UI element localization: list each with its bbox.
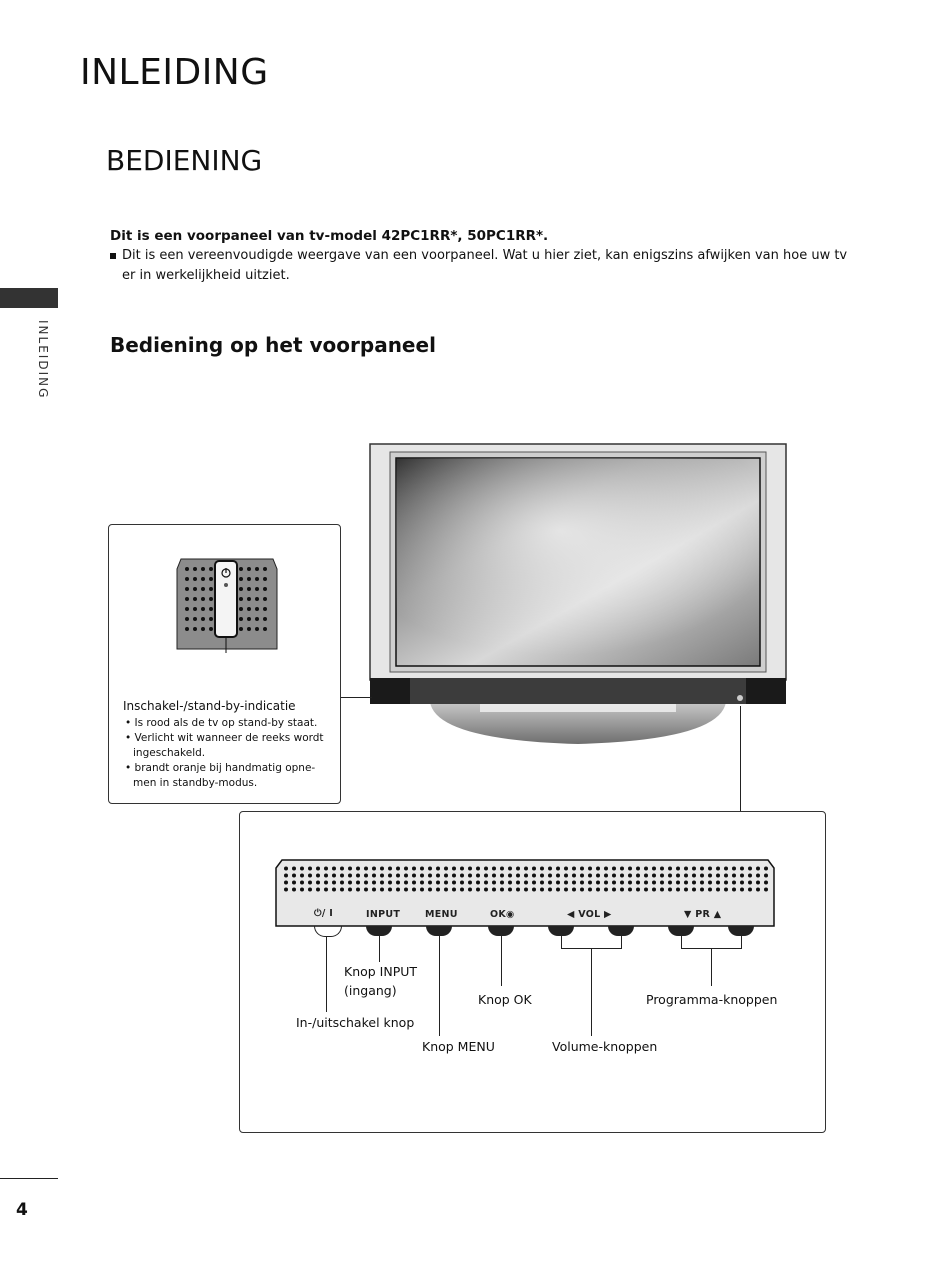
front-panel-callout — [239, 811, 826, 1133]
program-caption: Programma-knoppen — [646, 992, 778, 1007]
input-button[interactable] — [366, 926, 392, 936]
power-caption: In-/uitschakel knop — [296, 1015, 415, 1030]
list-item: • brandt oranje bij handmatig opne-men in standby-modus. — [123, 761, 328, 791]
menu-button-label: MENU — [425, 909, 458, 920]
power-button-label: ⏻/ I — [314, 908, 334, 919]
volume-caption: Volume-knoppen — [552, 1039, 658, 1054]
power-button[interactable] — [314, 926, 342, 937]
ok-caption: Knop OK — [478, 992, 532, 1007]
ok-button[interactable] — [488, 926, 514, 936]
menu-caption: Knop MENU — [422, 1039, 495, 1054]
subsection-title: Bediening op het voorpaneel — [110, 333, 436, 357]
program-down-button[interactable] — [668, 926, 694, 936]
input-caption-sub: (ingang) — [344, 983, 397, 998]
list-item: • Is rood als de tv op stand-by staat. — [123, 716, 328, 731]
side-chapter-label: INLEIDING — [36, 320, 50, 400]
intro-bullet — [110, 246, 870, 286]
indicator-title: Inschakel-/stand-by-indicatie — [123, 699, 296, 713]
program-button-label: ▼ PR ▲ — [684, 909, 722, 920]
square-bullet-icon — [110, 253, 116, 259]
program-up-button[interactable] — [728, 926, 754, 936]
indicator-list — [123, 716, 328, 791]
section-title: BEDIENING — [106, 144, 263, 177]
front-panel-strip — [274, 858, 776, 932]
menu-button[interactable] — [426, 926, 452, 936]
input-caption: Knop INPUT — [344, 964, 418, 979]
bullet-text-line1: Dit is een vereenvoudigde weergave van een voorpaneel. Wat u hier ziet, kan enigszins afwijken van hoe uw tv — [122, 248, 848, 263]
tv-illustration — [360, 440, 796, 750]
intro-line: Dit is een voorpaneel van tv-model 42PC1RR*, 50PC1RR*. — [110, 228, 549, 244]
volume-down-button[interactable] — [548, 926, 574, 936]
input-button-label: INPUT — [366, 909, 401, 920]
chapter-title: INLEIDING — [80, 52, 269, 93]
indicator-callout — [108, 524, 341, 804]
bullet-text-line2: er in werkelijkheid uitziet. — [122, 268, 290, 283]
page-number: 4 — [16, 1200, 28, 1220]
footer-divider — [0, 1178, 58, 1179]
volume-button-label: ◀ VOL ▶ — [567, 909, 612, 920]
ok-button-label: OK◉ — [490, 909, 515, 920]
side-tab-marker — [0, 288, 58, 308]
volume-up-button[interactable] — [608, 926, 634, 936]
list-item: • Verlicht wit wanneer de reeks wordt ingeschakeld. — [123, 731, 328, 761]
indicator-closeup-illustration — [175, 555, 279, 653]
